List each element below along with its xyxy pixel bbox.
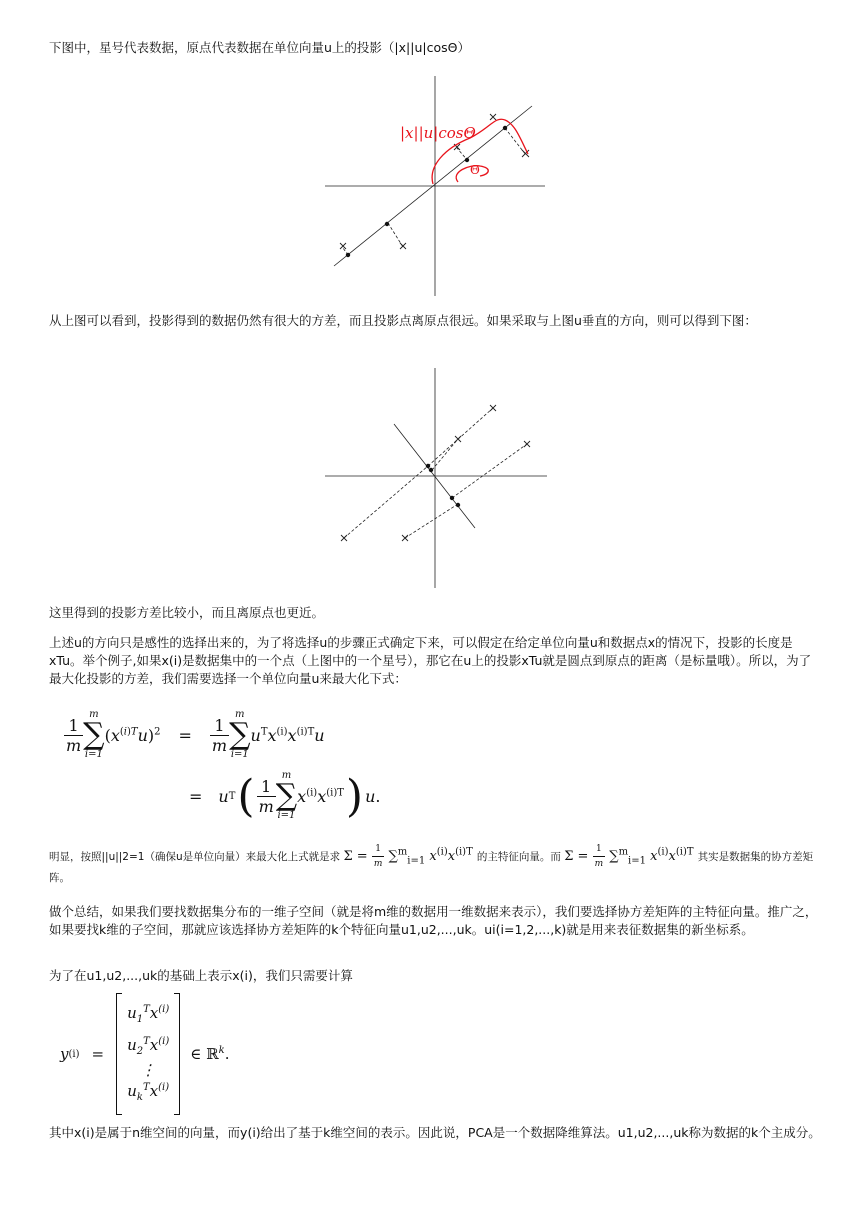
projection-vector-equation: y (i) = $u_1^Tx^{(i)}$ $u_2^Tx^{(i)}$ ⋮ $u_k^Tx^{(i)}$ ∈ ℝ$^k$.	[60, 1004, 229, 1104]
paragraph-smaller-variance: 这里得到的投影方差比较小，而且离原点也更近。	[49, 605, 325, 620]
paragraph-eigenvector	[49, 842, 821, 885]
projection-matrix: $u_1^Tx^{(i)}$ $u_2^Tx^{(i)}$ ⋮ $u_k^Tx^{(i)}$	[116, 993, 180, 1115]
p5-text-c: 其实是数据集的协方差矩阵。	[49, 851, 814, 884]
annotation-label: |x||u|cosΘ	[400, 124, 476, 142]
paragraph-pca-conclusion: 其中x(i)是属于n维空间的向量，而y(i)给出了基于k维空间的表示。因此说，PCA是一个数据降维算法。u1,u2,...,uk称为数据的k个主成分。	[49, 1125, 821, 1140]
projection-figure-1	[320, 76, 550, 298]
sigma-expr-2: Σ = $\frac{1}{m}$ ∑$^m_{i=1}$ $x^{(i)}x^{(i)T}$	[564, 844, 694, 869]
paragraph-compute: 为了在u1,u2,...,uk的基础上表示x(i)，我们只需要计算	[49, 968, 353, 983]
sigma-expr-1: Σ = $\frac{1}{m}$ ∑$^m_{i=1}$ $x^{(i)}x^{(i)T}$	[343, 844, 473, 869]
paragraph-derivation: 上述u的方向只是感性的选择出来的，为了将选择u的步骤正式确定下来，可以假定在给定单位向量u和数据点x的情况下，投影的长度是xTu。举个例子,如果x(i)是数据集中的一个点（上图中的一个星号），那它在u上的投影xTu就是圆点到原点的距离（是标量哦）。所以，为了最大化投影的方差，我们需要选择一个单位向量u来最大化下式：	[49, 635, 812, 686]
projection-dots	[426, 464, 460, 507]
paragraph-summary: 做个总结，如果我们要找数据集分布的一维子空间（就是将m维的数据用一维数据来表示），我们要选择协方差矩阵的主特征向量。推广之，如果要找k维的子空间，那就应该选择协方差矩阵的k个特征向量u1,u2,...,uk。ui(i=1,2,...,k)就是用来表征数据集的新坐标系。	[49, 904, 818, 937]
projection-figure-2	[322, 366, 550, 590]
theta-label: Θ	[470, 163, 480, 177]
p5-text-a: 明显，按照||u||2=1（确保u是单位向量）来最大化上式就是求	[49, 851, 341, 863]
paragraph-variance: 从上图可以看到，投影得到的数据仍然有很大的方差，而且投影点离原点很远。如果采取与上图u垂直的方向，则可以得到下图：	[49, 313, 757, 328]
p5-text-b: 的主特征向量。而	[476, 851, 561, 863]
data-stars	[341, 405, 530, 541]
variance-equation: $\frac{1}{m}$ m ∑ i=1 $(x^{(i)T}u)^2$ = $\frac{1}{m}$ m ∑ i=1 $u^Tx^{(i)}x^{(i)T}u$ = u T ( $\frac{1}{m}$ m ∑ i=1 $x^{(i)}x^{(i)T}$ ) u .	[66, 709, 381, 822]
paragraph-intro: 下图中，星号代表数据，原点代表数据在单位向量u上的投影（|x||u|cosΘ）	[49, 40, 470, 55]
